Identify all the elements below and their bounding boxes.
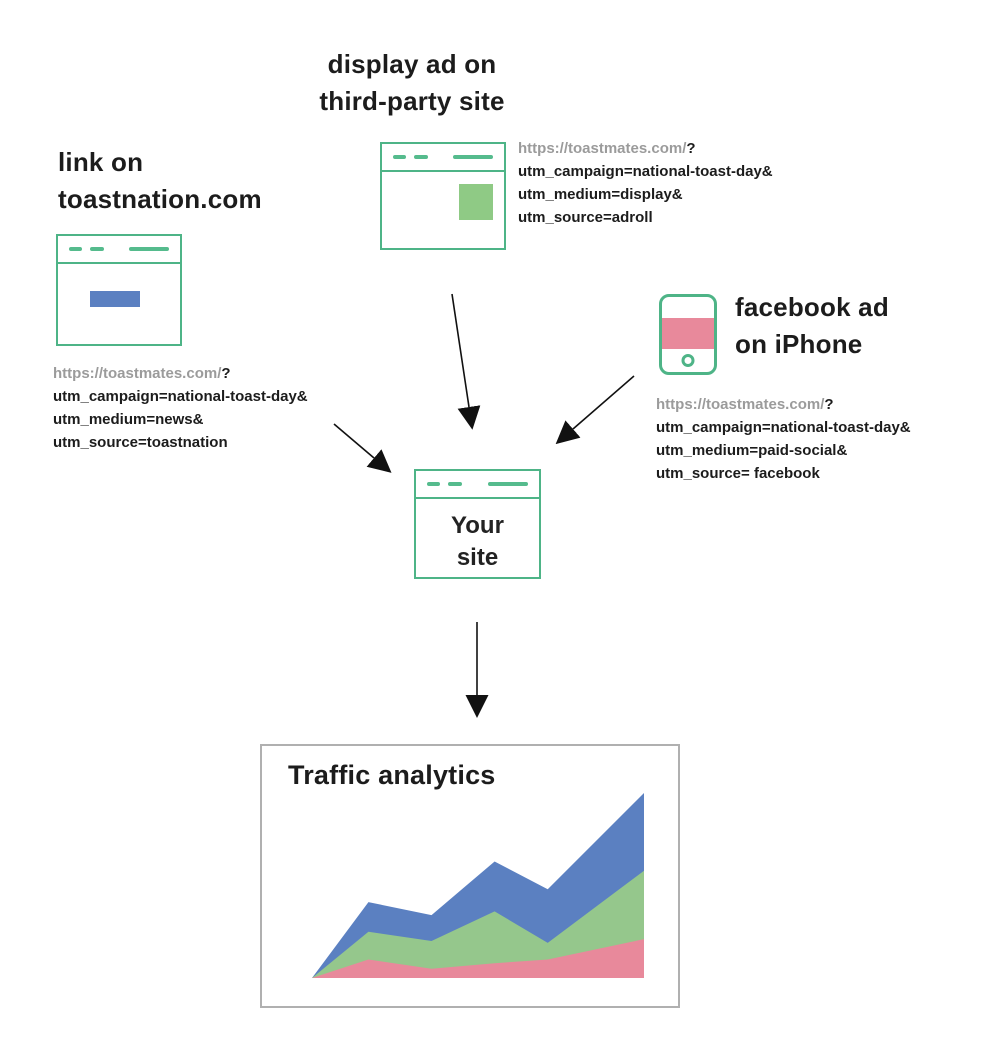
arrow-facebook-ad-to-site <box>573 376 634 429</box>
url-line-param: utm_medium=display& <box>518 186 683 203</box>
your-site-label-line1: Your <box>451 512 504 539</box>
browser-titlebar <box>58 236 180 264</box>
url-base-text: https://toastmates.com/ <box>518 140 687 157</box>
facebook-ad-label-line2: on iPhone <box>735 329 863 359</box>
arrow-display-ad-to-site <box>452 294 469 407</box>
urlbar-dash-icon <box>488 482 528 486</box>
url-line-base <box>53 362 308 385</box>
url-line-param: utm_source=toastnation <box>53 434 228 451</box>
news-link-url <box>53 362 308 454</box>
facebook-ad-label-line1: facebook ad <box>735 292 889 322</box>
tab-dash-icon <box>414 155 428 159</box>
url-line-param: utm_medium=news& <box>53 411 204 428</box>
url-line-base <box>656 393 911 416</box>
url-line-param: utm_campaign=national-toast-day& <box>518 163 773 180</box>
url-query-marker: ? <box>686 140 696 157</box>
your-site-label <box>416 510 539 574</box>
smartphone-icon <box>659 294 717 375</box>
url-line-param: utm_medium=paid-social& <box>656 442 848 459</box>
display-ad-url <box>518 137 773 229</box>
url-line-param: utm_campaign=national-toast-day& <box>53 388 308 405</box>
link-rectangle-icon <box>90 291 140 307</box>
arrow-news-link-to-site <box>334 424 374 458</box>
traffic-analytics-panel <box>260 744 680 1008</box>
browser-titlebar <box>416 471 539 499</box>
tab-dash-icon <box>448 482 462 486</box>
url-base-text: https://toastmates.com/ <box>53 365 222 382</box>
tab-dash-icon <box>69 247 82 251</box>
your-site-browser-icon <box>414 469 541 579</box>
browser-body <box>416 499 539 575</box>
urlbar-dash-icon <box>129 247 169 251</box>
tab-dash-icon <box>427 482 440 486</box>
traffic-analytics-title: Traffic analytics <box>288 760 496 790</box>
urlbar-dash-icon <box>453 155 493 159</box>
your-site-label-line2: site <box>456 544 499 571</box>
url-line-param: utm_campaign=national-toast-day& <box>656 419 911 436</box>
display-ad-browser-icon <box>380 142 506 250</box>
url-line-param: utm_source=adroll <box>518 209 653 226</box>
display-ad-label-line1: display ad on <box>327 49 497 79</box>
browser-titlebar <box>382 144 504 172</box>
facebook-ad-band-icon <box>662 318 714 349</box>
url-line-base <box>518 137 773 160</box>
url-query-marker: ? <box>824 396 834 413</box>
news-link-label <box>58 144 262 218</box>
url-query-marker: ? <box>221 365 231 382</box>
home-button-icon <box>682 354 695 367</box>
tab-dash-icon <box>393 155 406 159</box>
facebook-ad-label <box>735 289 889 363</box>
browser-body <box>382 172 504 246</box>
url-line-param: utm_source= facebook <box>656 465 820 482</box>
traffic-chart <box>312 793 646 980</box>
browser-body <box>58 264 180 342</box>
news-link-label-line1: link on <box>58 147 144 177</box>
display-ad-label-line2: third-party site <box>319 86 505 116</box>
news-link-label-line2: toastnation.com <box>58 184 262 214</box>
facebook-ad-url <box>656 393 911 485</box>
tab-dash-icon <box>90 247 104 251</box>
url-base-text: https://toastmates.com/ <box>656 396 825 413</box>
display-ad-label <box>262 46 562 120</box>
display-ad-rectangle-icon <box>459 184 493 220</box>
news-link-browser-icon <box>56 234 182 346</box>
